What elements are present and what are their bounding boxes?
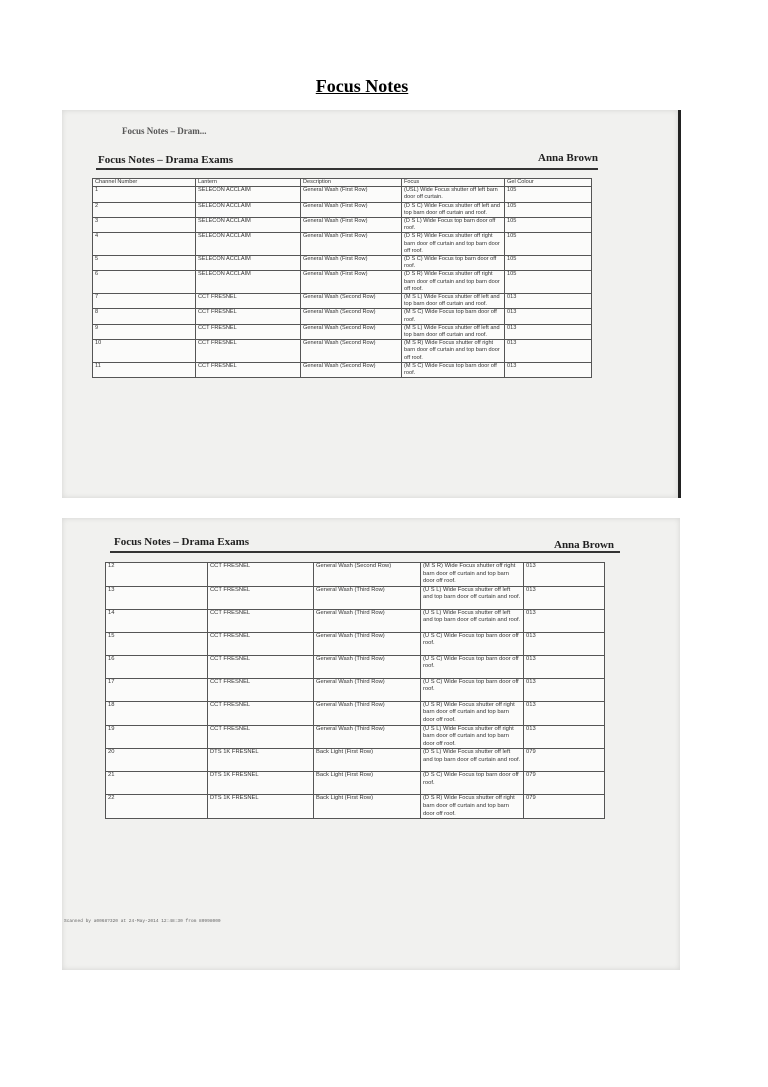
scanned-page-1 xyxy=(62,110,681,498)
cell-lantern: CCT FRESNEL xyxy=(208,632,314,655)
col-gel: Gel Colour xyxy=(505,179,592,187)
cell-focus: (U S C) Wide Focus top barn door off roof. xyxy=(421,678,524,701)
cell-gel: 013 xyxy=(505,324,592,339)
scan-author: Anna Brown xyxy=(554,539,615,551)
cell-focus: (USL) Wide Focus shutter off left barn door off curtain. xyxy=(402,187,505,202)
scan-header: Focus Notes – Drama Exams xyxy=(114,536,250,548)
cell-description: General Wash (Second Row) xyxy=(314,563,421,587)
table-row xyxy=(106,632,605,655)
cell-lantern: SELECON ACCLAIM xyxy=(196,233,301,256)
cell-channel: 9 xyxy=(93,324,196,339)
cell-focus: (D S L) Wide Focus shutter off left and top barn door off curtain and roof. xyxy=(421,749,524,772)
cell-lantern: SELECON ACCLAIM xyxy=(196,256,301,271)
cell-description: General Wash (First Row) xyxy=(301,256,402,271)
cell-focus: (D S C) Wide Focus shutter off left and top barn door off curtain and roof. xyxy=(402,202,505,217)
cell-channel: 5 xyxy=(93,256,196,271)
cell-focus: (D S L) Wide Focus top barn door off roof. xyxy=(402,218,505,233)
table-row xyxy=(106,678,605,701)
cell-gel: 013 xyxy=(505,294,592,309)
cell-channel: 17 xyxy=(106,678,208,701)
cell-focus: (U S L) Wide Focus shutter off left and top barn door off curtain and roof. xyxy=(421,586,524,609)
focus-notes-table-1 xyxy=(92,178,592,378)
cell-description: General Wash (First Row) xyxy=(301,187,402,202)
table-row xyxy=(106,701,605,725)
ghost-header: Focus Notes – Dram... xyxy=(122,126,207,136)
cell-focus: (U S L) Wide Focus shutter off left and top barn door off curtain and roof. xyxy=(421,609,524,632)
cell-channel: 10 xyxy=(93,340,196,363)
cell-lantern: CCT FRESNEL xyxy=(208,678,314,701)
cell-description: General Wash (Third Row) xyxy=(314,701,421,725)
cell-focus: (D S R) Wide Focus shutter off right barn door off curtain and top barn door off roof. xyxy=(402,271,505,294)
cell-lantern: SELECON ACCLAIM xyxy=(196,202,301,217)
cell-description: General Wash (Third Row) xyxy=(314,586,421,609)
cell-gel: 013 xyxy=(524,586,605,609)
cell-lantern: SELECON ACCLAIM xyxy=(196,187,301,202)
cell-channel: 16 xyxy=(106,655,208,678)
table-row xyxy=(106,563,605,587)
cell-gel: 105 xyxy=(505,202,592,217)
cell-description: General Wash (First Row) xyxy=(301,233,402,256)
focus-notes-table-2 xyxy=(105,562,605,819)
cell-channel: 14 xyxy=(106,609,208,632)
cell-description: General Wash (Second Row) xyxy=(301,340,402,363)
cell-gel: 105 xyxy=(505,187,592,202)
table-row xyxy=(93,309,592,324)
cell-focus: (D S R) Wide Focus shutter off right barn door off curtain and top barn door off roof. xyxy=(402,233,505,256)
header-rule xyxy=(110,551,620,553)
table-row xyxy=(93,218,592,233)
cell-description: General Wash (Third Row) xyxy=(314,678,421,701)
scan-header: Focus Notes – Drama Exams xyxy=(98,154,234,166)
cell-focus: (D S R) Wide Focus shutter off right barn door off curtain and top barn door off roof. xyxy=(421,795,524,819)
table-row xyxy=(93,202,592,217)
cell-focus: (M S C) Wide Focus top barn door off roof. xyxy=(402,309,505,324)
col-channel: Channel Number xyxy=(93,179,196,187)
cell-lantern: CCT FRESNEL xyxy=(196,309,301,324)
table-row xyxy=(106,749,605,772)
cell-channel: 3 xyxy=(93,218,196,233)
cell-lantern: SELECON ACCLAIM xyxy=(196,218,301,233)
cell-gel: 013 xyxy=(505,340,592,363)
col-lantern: Lantern xyxy=(196,179,301,187)
cell-focus: (M S R) Wide Focus shutter off right barn door off curtain and top barn door off roof. xyxy=(402,340,505,363)
cell-channel: 8 xyxy=(93,309,196,324)
cell-focus: (M S L) Wide Focus shutter off left and top barn door off curtain and roof. xyxy=(402,324,505,339)
cell-description: General Wash (Second Row) xyxy=(301,324,402,339)
cell-channel: 11 xyxy=(93,362,196,377)
cell-description: General Wash (First Row) xyxy=(301,271,402,294)
cell-gel: 013 xyxy=(505,309,592,324)
cell-gel: 105 xyxy=(505,271,592,294)
cell-lantern: SELECON ACCLAIM xyxy=(196,271,301,294)
cell-lantern: CCT FRESNEL xyxy=(196,324,301,339)
cell-lantern: CCT FRESNEL xyxy=(196,362,301,377)
table-header-row xyxy=(93,179,592,187)
table-row xyxy=(106,795,605,819)
cell-description: General Wash (Third Row) xyxy=(314,632,421,655)
cell-lantern: DTS 1K FRESNEL xyxy=(208,749,314,772)
table-row xyxy=(106,655,605,678)
scanned-page-2 xyxy=(62,518,680,970)
table-row xyxy=(93,324,592,339)
cell-gel: 013 xyxy=(505,362,592,377)
cell-channel: 22 xyxy=(106,795,208,819)
cell-gel: 013 xyxy=(524,609,605,632)
table-row xyxy=(106,725,605,749)
cell-lantern: CCT FRESNEL xyxy=(208,609,314,632)
cell-lantern: CCT FRESNEL xyxy=(208,725,314,749)
cell-lantern: CCT FRESNEL xyxy=(196,294,301,309)
cell-channel: 13 xyxy=(106,586,208,609)
scan-author: Anna Brown xyxy=(538,152,599,164)
cell-focus: (D S C) Wide Focus top barn door off roof. xyxy=(421,772,524,795)
cell-channel: 21 xyxy=(106,772,208,795)
table-row xyxy=(93,362,592,377)
cell-channel: 1 xyxy=(93,187,196,202)
table-row xyxy=(93,187,592,202)
cell-channel: 4 xyxy=(93,233,196,256)
scan-footer: Scanned by a0068?320 at 24-May-2014 12:48:30 from 80998000 xyxy=(64,919,221,924)
cell-focus: (U S L) Wide Focus shutter off right barn door off curtain and top barn door off roof. xyxy=(421,725,524,749)
cell-focus: (U S C) Wide Focus top barn door off roof. xyxy=(421,655,524,678)
document-title: Focus Notes xyxy=(315,76,409,96)
cell-gel: 013 xyxy=(524,632,605,655)
table-row xyxy=(93,340,592,363)
header-rule xyxy=(96,168,598,170)
cell-description: Back Light (First Row) xyxy=(314,795,421,819)
cell-lantern: CCT FRESNEL xyxy=(208,586,314,609)
cell-channel: 6 xyxy=(93,271,196,294)
cell-gel: 013 xyxy=(524,725,605,749)
cell-description: General Wash (Second Row) xyxy=(301,362,402,377)
cell-description: General Wash (Third Row) xyxy=(314,609,421,632)
cell-lantern: CCT FRESNEL xyxy=(196,340,301,363)
cell-gel: 079 xyxy=(524,749,605,772)
cell-gel: 013 xyxy=(524,701,605,725)
cell-focus: (M S C) Wide Focus top barn door off roof. xyxy=(402,362,505,377)
cell-channel: 19 xyxy=(106,725,208,749)
cell-focus: (U S R) Wide Focus shutter off right barn door off curtain and top barn door off roof. xyxy=(421,701,524,725)
cell-focus: (M S R) Wide Focus shutter off right barn door off curtain and top barn door off roof. xyxy=(421,563,524,587)
cell-focus: (M S L) Wide Focus shutter off left and top barn door off curtain and roof. xyxy=(402,294,505,309)
cell-gel: 013 xyxy=(524,678,605,701)
col-focus: Focus xyxy=(402,179,505,187)
cell-gel: 079 xyxy=(524,772,605,795)
cell-description: General Wash (Third Row) xyxy=(314,655,421,678)
cell-lantern: DTS 1K FRESNEL xyxy=(208,795,314,819)
cell-description: General Wash (First Row) xyxy=(301,218,402,233)
cell-description: Back Light (First Row) xyxy=(314,772,421,795)
table-row xyxy=(106,609,605,632)
cell-channel: 15 xyxy=(106,632,208,655)
cell-lantern: CCT FRESNEL xyxy=(208,655,314,678)
table-row xyxy=(106,772,605,795)
cell-description: General Wash (Second Row) xyxy=(301,294,402,309)
cell-channel: 18 xyxy=(106,701,208,725)
table-row xyxy=(93,256,592,271)
col-description: Description xyxy=(301,179,402,187)
cell-focus: (U S C) Wide Focus top barn door off roof. xyxy=(421,632,524,655)
table-row xyxy=(93,233,592,256)
cell-lantern: CCT FRESNEL xyxy=(208,563,314,587)
cell-focus: (D S C) Wide Focus top barn door off roof. xyxy=(402,256,505,271)
cell-description: General Wash (First Row) xyxy=(301,202,402,217)
cell-gel: 013 xyxy=(524,655,605,678)
cell-gel: 105 xyxy=(505,256,592,271)
cell-description: General Wash (Third Row) xyxy=(314,725,421,749)
cell-lantern: CCT FRESNEL xyxy=(208,701,314,725)
cell-channel: 2 xyxy=(93,202,196,217)
cell-description: General Wash (Second Row) xyxy=(301,309,402,324)
cell-gel: 013 xyxy=(524,563,605,587)
cell-lantern: DTS 1K FRESNEL xyxy=(208,772,314,795)
table-row xyxy=(106,586,605,609)
cell-gel: 105 xyxy=(505,218,592,233)
cell-description: Back Light (First Row) xyxy=(314,749,421,772)
cell-gel: 079 xyxy=(524,795,605,819)
cell-gel: 105 xyxy=(505,233,592,256)
cell-channel: 20 xyxy=(106,749,208,772)
cell-channel: 12 xyxy=(106,563,208,587)
table-row xyxy=(93,294,592,309)
table-row xyxy=(93,271,592,294)
cell-channel: 7 xyxy=(93,294,196,309)
